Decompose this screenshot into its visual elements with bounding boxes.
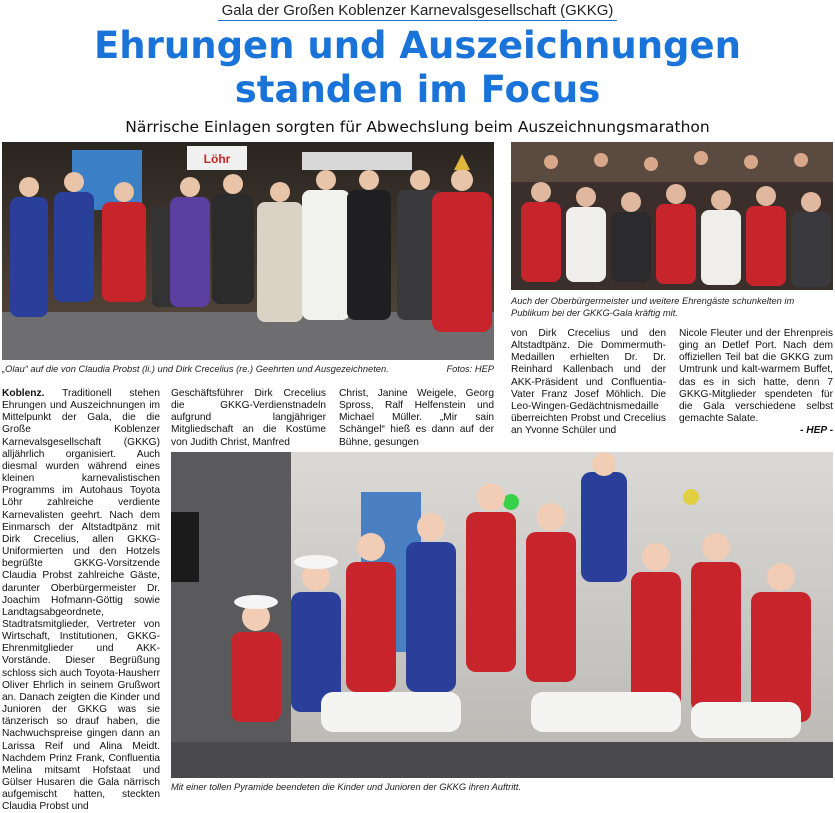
dateline: Koblenz.	[2, 388, 45, 399]
article-column-4: von Dirk Crecelius und den Altstadtpänz. Die Dommermuth-Medaillen erhielten Dr. Dr. Reinhard Kallenbach und der AKK-Präsident und Confluentia-Vater Franz Josef Möhlich. Die Leo-Wingen-Gedächtnismedaille überreichten Probst und Crecelius an Yvonne Schüler und	[511, 328, 666, 437]
showroom-sign-text: Löhr	[203, 152, 231, 166]
column-1-text: Traditionell stehen Ehrungen und Auszeichnungen im Mittelpunkt der Gala, die die Große Koblenzer Karnevalsgesellschaft (GKKG) alljährlich organisiert. Auch diesmal wurden während eines kleinen karnevalistischen Programms im Autohaus Toyota Löhr zahlreiche verdiente Karnevalisten geehrt. Nach dem Einmarsch der Altstadtpänz mit Dirk Crecelius, allen GKKG-Uniformierten und den Hotzels begrüßte GKKG-Vorsitzende Claudia Probst zahlreiche Gäste, darunter Oberbürgermeister Dr. Joachim Hofmann-Göttig sowie Landtagsabgeordnete, Stadtratsmitglieder, Vertreter von Wirtschaft, Institutionen, GKKG-Ehrenmitglieder und AKK-Vorstände. Dieser Begrüßung schloss sich auch Toyota-Hausherr Oliver Ehrlich in seinem Grußwort an. Danach zeigten die Kinder und Junioren der GKKG was sie tänzerisch so drauf haben, die Nachwuchspreise gingen dann an Larissa Reif und Alina Meidt. Nachdem Prinz Frank, Confluentia Melina mitsamt Hofstaat und Gülser Husaren die Gala närrisch aufgemischt hatten, steckten Claudia Probst und	[2, 388, 160, 813]
caption-pyramid: Mit einer tollen Pyramide beendeten die Kinder und Junioren der GKKG ihren Auftritt.	[171, 782, 522, 792]
headline-line-1: Ehrungen und Auszeichnungen	[94, 24, 741, 67]
caption-audience: Auch der Oberbürgermeister und weitere Ehrengäste schunkelten im Publikum bei der GKKG-Gala kräftig mit.	[511, 296, 795, 318]
caption-honorees	[2, 364, 494, 376]
article-column-2: Geschäftsführer Dirk Crecelius die GKKG-Verdienstnadeln aufgrund langjähriger Mitgliedschaft an die Kostüme von Judith Christ, Manfred	[171, 388, 326, 448]
column-5-text: Nicole Fleuter und der Ehrenpreis ging an Detlef Port. Nach dem offiziellen Teil bat die GKKG zum Umtrunk und kalt-warmem Buffet, das es in sich hatte, denn 7 GKKG-Mitglieder spendeten für die Gala verschiedene selbst gemachte Salate.	[679, 328, 833, 425]
photo-credit: Fotos: HEP	[446, 364, 494, 374]
kicker-text: Gala der Großen Koblenzer Karnevalsgesellschaft (GKKG)	[218, 2, 618, 21]
photo-audience	[511, 142, 833, 290]
headline-line-2: standen im Focus	[234, 68, 601, 111]
photo-pyramid-image	[171, 452, 833, 778]
caption-honorees-text: „Olau“ auf die von Claudia Probst (li.) und Dirk Crecelius (re.) Geehrten und Ausgezeichneten.	[2, 364, 389, 374]
article-column-3: Christ, Janine Weigele, Georg Spross, Ralf Helfenstein und Michael Müller. „Mir sain Schängel“ hieß es dann auf der Bühne, gesungen	[339, 388, 494, 448]
photo-audience-image	[511, 142, 833, 290]
photo-honorees	[2, 142, 494, 360]
author-signature: - HEP -	[799, 425, 833, 437]
article-subhead: Närrische Einlagen sorgten für Abwechslung beim Auszeichnungsmarathon	[125, 118, 710, 136]
article-headline	[0, 24, 835, 112]
photo-pyramid	[171, 452, 833, 778]
article-kicker	[0, 2, 835, 19]
photo-honorees-image	[2, 142, 494, 360]
article-column-1	[2, 388, 160, 813]
article-column-5	[679, 328, 833, 437]
